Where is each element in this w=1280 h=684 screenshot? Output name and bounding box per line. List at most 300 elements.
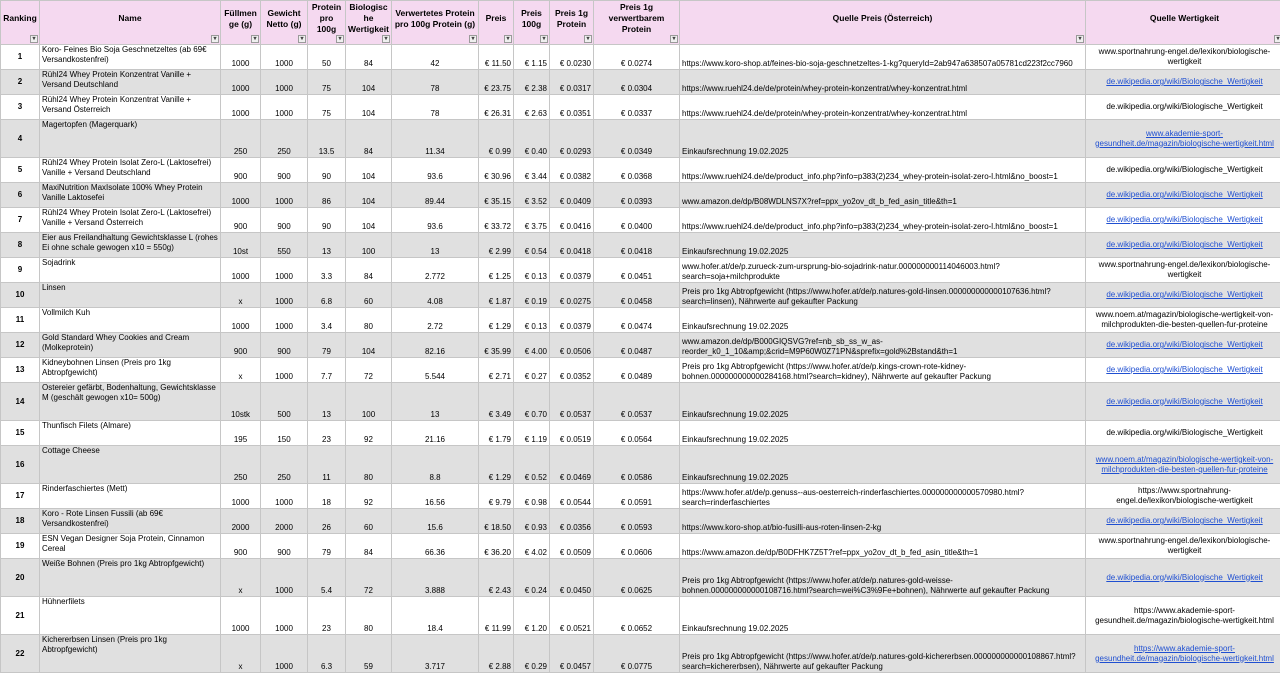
protein-cell: 13 xyxy=(308,383,346,421)
filter-dropdown-icon[interactable]: ▾ xyxy=(1274,35,1280,43)
name-cell: Gold Standard Whey Cookies and Cream (Molkeprotein) xyxy=(40,333,221,358)
preis-100g-cell: € 0.40 xyxy=(514,120,550,158)
preis-100g-cell: € 1.20 xyxy=(514,597,550,635)
table-body xyxy=(1,45,1280,673)
preis-1g-verwertbar-cell: € 0.0393 xyxy=(594,183,680,208)
ranking-cell: 16 xyxy=(1,446,40,484)
header-name[interactable] xyxy=(40,1,221,45)
quelle-wertigkeit-cell[interactable]: de.wikipedia.org/wiki/Biologische_Wertigkeit xyxy=(1086,509,1280,534)
fuellmenge-cell: 195 xyxy=(221,421,261,446)
gewicht-netto-cell: 1000 xyxy=(261,95,308,120)
header-quelle-wertigkeit[interactable] xyxy=(1086,1,1280,45)
fuellmenge-cell: 900 xyxy=(221,534,261,559)
preis-cell: € 18.50 xyxy=(479,509,514,534)
protein-cell: 90 xyxy=(308,158,346,183)
filter-dropdown-icon[interactable]: ▾ xyxy=(382,35,390,43)
name-cell: Sojadrink xyxy=(40,258,221,283)
preis-cell: € 11.99 xyxy=(479,597,514,635)
header-quelle-preis-label: Quelle Preis (Österreich) xyxy=(832,13,933,23)
header-quelle-wertigkeit-label: Quelle Wertigkeit xyxy=(1149,13,1220,23)
gewicht-netto-cell: 250 xyxy=(261,446,308,484)
filter-dropdown-icon[interactable]: ▾ xyxy=(469,35,477,43)
preis-1g-verwertbar-cell: € 0.0593 xyxy=(594,509,680,534)
preis-100g-cell: € 0.13 xyxy=(514,308,550,333)
quelle-wertigkeit-cell[interactable]: de.wikipedia.org/wiki/Biologische_Wertigkeit xyxy=(1086,208,1280,233)
preis-cell: € 9.79 xyxy=(479,484,514,509)
preis-1g-protein-cell: € 0.0379 xyxy=(550,258,594,283)
gewicht-netto-cell: 1000 xyxy=(261,45,308,70)
header-protein-100g[interactable] xyxy=(308,1,346,45)
header-fuellmenge[interactable] xyxy=(221,1,261,45)
preis-1g-verwertbar-cell: € 0.0625 xyxy=(594,559,680,597)
preis-1g-protein-cell: € 0.0509 xyxy=(550,534,594,559)
protein-cell: 75 xyxy=(308,70,346,95)
bio-wertigkeit-cell: 104 xyxy=(346,95,392,120)
bio-wertigkeit-cell: 59 xyxy=(346,635,392,673)
gewicht-netto-cell: 250 xyxy=(261,120,308,158)
quelle-wertigkeit-cell: https://www.akademie-sport-gesundheit.de/magazin/biologische-wertigkeit.html xyxy=(1086,597,1280,635)
verwertetes-protein-cell: 93.6 xyxy=(392,208,479,233)
preis-100g-cell: € 1.15 xyxy=(514,45,550,70)
gewicht-netto-cell: 1000 xyxy=(261,635,308,673)
filter-dropdown-icon[interactable]: ▾ xyxy=(540,35,548,43)
table-row xyxy=(1,208,1280,233)
preis-cell: € 26.31 xyxy=(479,95,514,120)
ranking-cell: 21 xyxy=(1,597,40,635)
ranking-cell: 7 xyxy=(1,208,40,233)
filter-dropdown-icon[interactable]: ▾ xyxy=(298,35,306,43)
preis-100g-cell: € 0.98 xyxy=(514,484,550,509)
ranking-cell: 4 xyxy=(1,120,40,158)
preis-1g-verwertbar-cell: € 0.0274 xyxy=(594,45,680,70)
name-cell: ESN Vegan Designer Soja Protein, Cinnamon Cereal xyxy=(40,534,221,559)
quelle-preis-cell: Einkaufsrechnung 19.02.2025 xyxy=(680,421,1086,446)
quelle-preis-cell: https://www.ruehl24.de/de/protein/whey-protein-konzentrat/whey-konzentrat.html xyxy=(680,70,1086,95)
quelle-preis-cell: Einkaufsrechnung 19.02.2025 xyxy=(680,383,1086,421)
ranking-cell: 13 xyxy=(1,358,40,383)
quelle-wertigkeit-cell[interactable]: de.wikipedia.org/wiki/Biologische_Wertigkeit xyxy=(1086,383,1280,421)
preis-100g-cell: € 3.52 xyxy=(514,183,550,208)
name-cell: Rühl24 Whey Protein Konzentrat Vanille + Versand Deutschland xyxy=(40,70,221,95)
ranking-cell: 17 xyxy=(1,484,40,509)
bio-wertigkeit-cell: 72 xyxy=(346,358,392,383)
filter-dropdown-icon[interactable]: ▾ xyxy=(30,35,38,43)
bio-wertigkeit-cell: 72 xyxy=(346,559,392,597)
preis-cell: € 2.71 xyxy=(479,358,514,383)
preis-1g-protein-cell: € 0.0416 xyxy=(550,208,594,233)
ranking-cell: 9 xyxy=(1,258,40,283)
quelle-preis-cell: https://www.ruehl24.de/de/product_info.php?info=p383(2)234_whey-protein-isolat-zero-l.html&no_boost=1 xyxy=(680,208,1086,233)
name-cell: Eier aus Freilandhaltung Gewichtsklasse L (rohes Ei ohne schale gewogen x10 = 550g) xyxy=(40,233,221,258)
header-verwertetes-protein[interactable] xyxy=(392,1,479,45)
preis-1g-verwertbar-cell: € 0.0564 xyxy=(594,421,680,446)
protein-cell: 13.5 xyxy=(308,120,346,158)
preis-100g-cell: € 3.44 xyxy=(514,158,550,183)
preis-cell: € 23.75 xyxy=(479,70,514,95)
ranking-cell: 19 xyxy=(1,534,40,559)
preis-100g-cell: € 0.19 xyxy=(514,283,550,308)
fuellmenge-cell: 1000 xyxy=(221,45,261,70)
preis-1g-verwertbar-cell: € 0.0606 xyxy=(594,534,680,559)
quelle-preis-cell: Einkaufsrechnung 19.02.2025 xyxy=(680,597,1086,635)
protein-cell: 6.3 xyxy=(308,635,346,673)
gewicht-netto-cell: 2000 xyxy=(261,509,308,534)
name-cell: MaxiNutrition MaxIsolate 100% Whey Protein Vanille Laktosefei xyxy=(40,183,221,208)
ranking-cell: 5 xyxy=(1,158,40,183)
preis-1g-protein-cell: € 0.0418 xyxy=(550,233,594,258)
quelle-wertigkeit-cell[interactable]: de.wikipedia.org/wiki/Biologische_Wertigkeit xyxy=(1086,283,1280,308)
preis-cell: € 2.43 xyxy=(479,559,514,597)
preis-1g-verwertbar-cell: € 0.0418 xyxy=(594,233,680,258)
gewicht-netto-cell: 150 xyxy=(261,421,308,446)
name-cell: Thunfisch Filets (Almare) xyxy=(40,421,221,446)
filter-dropdown-icon[interactable]: ▾ xyxy=(211,35,219,43)
table-row xyxy=(1,509,1280,534)
quelle-preis-cell: Preis pro 1kg Abtropfgewicht (https://www.hofer.at/de/p.kings-crown-rote-kidney-bohnen.000000000000284168.html?search=kidney), Nährwerte auf gekaufter Packung xyxy=(680,358,1086,383)
bio-wertigkeit-cell: 60 xyxy=(346,283,392,308)
preis-100g-cell: € 0.29 xyxy=(514,635,550,673)
gewicht-netto-cell: 1000 xyxy=(261,597,308,635)
table-row xyxy=(1,158,1280,183)
preis-cell: € 1.25 xyxy=(479,258,514,283)
quelle-wertigkeit-cell: www.sportnahrung-engel.de/lexikon/biologische-wertigkeit xyxy=(1086,258,1280,283)
protein-cell: 7.7 xyxy=(308,358,346,383)
ranking-cell: 14 xyxy=(1,383,40,421)
gewicht-netto-cell: 900 xyxy=(261,208,308,233)
verwertetes-protein-cell: 16.56 xyxy=(392,484,479,509)
protein-cell: 90 xyxy=(308,208,346,233)
preis-100g-cell: € 4.00 xyxy=(514,333,550,358)
protein-cell: 86 xyxy=(308,183,346,208)
preis-1g-verwertbar-cell: € 0.0349 xyxy=(594,120,680,158)
preis-1g-verwertbar-cell: € 0.0337 xyxy=(594,95,680,120)
fuellmenge-cell: 1000 xyxy=(221,70,261,95)
name-cell: Linsen xyxy=(40,283,221,308)
bio-wertigkeit-cell: 104 xyxy=(346,70,392,95)
table-row xyxy=(1,70,1280,95)
preis-100g-cell: € 1.19 xyxy=(514,421,550,446)
header-preis-label: Preis xyxy=(485,13,507,23)
quelle-wertigkeit-cell[interactable]: de.wikipedia.org/wiki/Biologische_Wertigkeit xyxy=(1086,358,1280,383)
name-cell: Koro- Feines Bio Soja Geschnetzeltes (ab 69€ Versandkostenfrei) xyxy=(40,45,221,70)
ranking-cell: 3 xyxy=(1,95,40,120)
verwertetes-protein-cell: 8.8 xyxy=(392,446,479,484)
verwertetes-protein-cell: 78 xyxy=(392,70,479,95)
table-row xyxy=(1,45,1280,70)
header-quelle-preis[interactable] xyxy=(680,1,1086,45)
preis-cell: € 36.20 xyxy=(479,534,514,559)
table-row xyxy=(1,308,1280,333)
name-cell: Rühl24 Whey Protein Isolat Zero-L (Laktosefrei) Vanille + Versand Österreich xyxy=(40,208,221,233)
quelle-wertigkeit-cell[interactable]: https://www.akademie-sport-gesundheit.de/magazin/biologische-wertigkeit.html xyxy=(1086,635,1280,673)
header-preis-1g-verwertbar[interactable] xyxy=(594,1,680,45)
ranking-cell: 18 xyxy=(1,509,40,534)
verwertetes-protein-cell: 3.888 xyxy=(392,559,479,597)
fuellmenge-cell: 250 xyxy=(221,446,261,484)
header-preis-100g-label: Preis 100g xyxy=(521,7,542,29)
filter-dropdown-icon[interactable]: ▾ xyxy=(584,35,592,43)
preis-1g-verwertbar-cell: € 0.0489 xyxy=(594,358,680,383)
quelle-wertigkeit-cell[interactable]: de.wikipedia.org/wiki/Biologische_Wertigkeit xyxy=(1086,183,1280,208)
table-row xyxy=(1,559,1280,597)
filter-dropdown-icon[interactable]: ▾ xyxy=(1076,35,1084,43)
verwertetes-protein-cell: 89.44 xyxy=(392,183,479,208)
header-gewicht-netto[interactable] xyxy=(261,1,308,45)
verwertetes-protein-cell: 2.72 xyxy=(392,308,479,333)
verwertetes-protein-cell: 4.08 xyxy=(392,283,479,308)
table-row xyxy=(1,358,1280,383)
verwertetes-protein-cell: 3.717 xyxy=(392,635,479,673)
preis-1g-verwertbar-cell: € 0.0474 xyxy=(594,308,680,333)
bio-wertigkeit-cell: 104 xyxy=(346,158,392,183)
quelle-preis-cell: https://www.koro-shop.at/bio-fusilli-aus-roten-linsen-2-kg xyxy=(680,509,1086,534)
verwertetes-protein-cell: 78 xyxy=(392,95,479,120)
verwertetes-protein-cell: 11.34 xyxy=(392,120,479,158)
quelle-preis-cell: Preis pro 1kg Abtropfgewicht (https://www.hofer.at/de/p.natures-gold-kichererbsen.000000000000108867.html?search=kichererbsen), Nährwerte auf gekaufter Packung xyxy=(680,635,1086,673)
header-fuellmenge-label: Füllmenge (g) xyxy=(224,7,257,29)
ranking-cell: 20 xyxy=(1,559,40,597)
filter-dropdown-icon[interactable]: ▾ xyxy=(504,35,512,43)
quelle-wertigkeit-cell: de.wikipedia.org/wiki/Biologische_Wertigkeit xyxy=(1086,158,1280,183)
protein-cell: 79 xyxy=(308,534,346,559)
quelle-wertigkeit-cell: www.noem.at/magazin/biologische-wertigkeit-von-milchprodukten-die-besten-quellen-fur-proteine xyxy=(1086,308,1280,333)
verwertetes-protein-cell: 66.36 xyxy=(392,534,479,559)
header-preis-100g[interactable] xyxy=(514,1,550,45)
preis-1g-verwertbar-cell: € 0.0487 xyxy=(594,333,680,358)
verwertetes-protein-cell: 13 xyxy=(392,233,479,258)
bio-wertigkeit-cell: 92 xyxy=(346,421,392,446)
preis-cell: € 35.15 xyxy=(479,183,514,208)
verwertetes-protein-cell: 93.6 xyxy=(392,158,479,183)
fuellmenge-cell: 900 xyxy=(221,208,261,233)
preis-100g-cell: € 0.54 xyxy=(514,233,550,258)
table-row xyxy=(1,446,1280,484)
quelle-preis-cell: Einkaufsrechnung 19.02.2025 xyxy=(680,233,1086,258)
preis-1g-protein-cell: € 0.0544 xyxy=(550,484,594,509)
preis-cell: € 1.79 xyxy=(479,421,514,446)
protein-cell: 23 xyxy=(308,597,346,635)
name-cell: Ostereier gefärbt, Bodenhaltung, Gewichtsklasse M (geschält gewogen x10= 500g) xyxy=(40,383,221,421)
header-gewicht-netto-label: Gewicht Netto (g) xyxy=(266,7,302,29)
filter-dropdown-icon[interactable]: ▾ xyxy=(670,35,678,43)
table-row xyxy=(1,597,1280,635)
filter-dropdown-icon[interactable]: ▾ xyxy=(251,35,259,43)
quelle-preis-cell: www.hofer.at/de/p.zurueck-zum-ursprung-bio-sojadrink-natur.000000000114046003.html?search=soja+milchprodukte xyxy=(680,258,1086,283)
verwertetes-protein-cell: 18.4 xyxy=(392,597,479,635)
quelle-wertigkeit-cell[interactable]: de.wikipedia.org/wiki/Biologische_Wertigkeit xyxy=(1086,70,1280,95)
quelle-wertigkeit-cell: de.wikipedia.org/wiki/Biologische_Wertigkeit xyxy=(1086,421,1280,446)
verwertetes-protein-cell: 5.544 xyxy=(392,358,479,383)
name-cell: Rinderfaschiertes (Mett) xyxy=(40,484,221,509)
ranking-cell: 15 xyxy=(1,421,40,446)
protein-cell: 13 xyxy=(308,233,346,258)
quelle-preis-cell: Einkaufsrechnung 19.02.2025 xyxy=(680,120,1086,158)
quelle-preis-cell: https://www.amazon.de/dp/B0DFHK7Z5T?ref=ppx_yo2ov_dt_b_fed_asin_title&th=1 xyxy=(680,534,1086,559)
quelle-preis-cell: Preis pro 1kg Abtropfgewicht (https://www.hofer.at/de/p.natures-gold-weisse-bohnen.000000000000108716.html?search=wei%C3%9Fe+bohnen), Nährwerte auf gekaufter Packung xyxy=(680,559,1086,597)
preis-cell: € 1.87 xyxy=(479,283,514,308)
bio-wertigkeit-cell: 84 xyxy=(346,45,392,70)
verwertetes-protein-cell: 82.16 xyxy=(392,333,479,358)
fuellmenge-cell: x xyxy=(221,559,261,597)
preis-1g-protein-cell: € 0.0275 xyxy=(550,283,594,308)
preis-1g-protein-cell: € 0.0469 xyxy=(550,446,594,484)
header-name-label: Name xyxy=(118,13,142,23)
gewicht-netto-cell: 1000 xyxy=(261,484,308,509)
quelle-wertigkeit-cell[interactable]: www.akademie-sport-gesundheit.de/magazin/biologische-wertigkeit.html xyxy=(1086,120,1280,158)
preis-cell: € 30.96 xyxy=(479,158,514,183)
protein-cell: 3.4 xyxy=(308,308,346,333)
name-cell: Hühnerfilets xyxy=(40,597,221,635)
name-cell: Kichererbsen Linsen (Preis pro 1kg Abtropfgewicht) xyxy=(40,635,221,673)
protein-cell: 26 xyxy=(308,509,346,534)
verwertetes-protein-cell: 15.6 xyxy=(392,509,479,534)
table-row xyxy=(1,421,1280,446)
quelle-wertigkeit-cell: https://www.sportnahrung-engel.de/lexikon/biologische-wertigkeit xyxy=(1086,484,1280,509)
preis-100g-cell: € 2.38 xyxy=(514,70,550,95)
preis-1g-verwertbar-cell: € 0.0586 xyxy=(594,446,680,484)
bio-wertigkeit-cell: 80 xyxy=(346,446,392,484)
header-preis-1g-verwertbar-label: Preis 1g verwertbarem Protein xyxy=(608,2,665,34)
preis-1g-verwertbar-cell: € 0.0652 xyxy=(594,597,680,635)
quelle-wertigkeit-cell[interactable]: de.wikipedia.org/wiki/Biologische_Wertigkeit xyxy=(1086,333,1280,358)
preis-100g-cell: € 0.13 xyxy=(514,258,550,283)
table-row xyxy=(1,283,1280,308)
ranking-cell: 12 xyxy=(1,333,40,358)
header-bio-wertigkeit-label: Biologische Wertigkeit xyxy=(348,2,389,34)
fuellmenge-cell: x xyxy=(221,283,261,308)
filter-dropdown-icon[interactable]: ▾ xyxy=(336,35,344,43)
preis-cell: € 2.88 xyxy=(479,635,514,673)
gewicht-netto-cell: 500 xyxy=(261,383,308,421)
preis-cell: € 0.99 xyxy=(479,120,514,158)
header-verwertetes-protein-label: Verwertetes Protein pro 100g Protein (g) xyxy=(394,7,476,29)
bio-wertigkeit-cell: 84 xyxy=(346,120,392,158)
preis-100g-cell: € 4.02 xyxy=(514,534,550,559)
gewicht-netto-cell: 550 xyxy=(261,233,308,258)
header-row xyxy=(1,1,1280,45)
protein-cell: 3.3 xyxy=(308,258,346,283)
gewicht-netto-cell: 900 xyxy=(261,534,308,559)
fuellmenge-cell: 1000 xyxy=(221,597,261,635)
quelle-wertigkeit-cell[interactable]: de.wikipedia.org/wiki/Biologische_Wertigkeit xyxy=(1086,559,1280,597)
preis-1g-verwertbar-cell: € 0.0304 xyxy=(594,70,680,95)
preis-1g-protein-cell: € 0.0317 xyxy=(550,70,594,95)
preis-1g-protein-cell: € 0.0450 xyxy=(550,559,594,597)
ranking-cell: 11 xyxy=(1,308,40,333)
quelle-wertigkeit-cell[interactable]: de.wikipedia.org/wiki/Biologische_Wertigkeit xyxy=(1086,233,1280,258)
preis-1g-protein-cell: € 0.0356 xyxy=(550,509,594,534)
bio-wertigkeit-cell: 100 xyxy=(346,233,392,258)
bio-wertigkeit-cell: 104 xyxy=(346,183,392,208)
header-preis-1g-protein[interactable] xyxy=(550,1,594,45)
fuellmenge-cell: 10stk xyxy=(221,383,261,421)
quelle-preis-cell: https://www.koro-shop.at/feines-bio-soja-geschnetzeltes-1-kg?queryId=2ab947a638507a05781cd223f2cc7960 xyxy=(680,45,1086,70)
fuellmenge-cell: 1000 xyxy=(221,258,261,283)
preis-1g-verwertbar-cell: € 0.0451 xyxy=(594,258,680,283)
preis-cell: € 2.99 xyxy=(479,233,514,258)
preis-100g-cell: € 0.70 xyxy=(514,383,550,421)
verwertetes-protein-cell: 2.772 xyxy=(392,258,479,283)
bio-wertigkeit-cell: 60 xyxy=(346,509,392,534)
preis-cell: € 35.99 xyxy=(479,333,514,358)
bio-wertigkeit-cell: 80 xyxy=(346,597,392,635)
quelle-wertigkeit-cell: www.sportnahrung-engel.de/lexikon/biologische-wertigkeit xyxy=(1086,45,1280,70)
preis-100g-cell: € 0.93 xyxy=(514,509,550,534)
preis-cell: € 1.29 xyxy=(479,308,514,333)
gewicht-netto-cell: 1000 xyxy=(261,559,308,597)
preis-1g-verwertbar-cell: € 0.0537 xyxy=(594,383,680,421)
protein-cell: 79 xyxy=(308,333,346,358)
name-cell: Kidneybohnen Linsen (Preis pro 1kg Abtropfgewicht) xyxy=(40,358,221,383)
fuellmenge-cell: 1000 xyxy=(221,484,261,509)
bio-wertigkeit-cell: 104 xyxy=(346,208,392,233)
preis-1g-protein-cell: € 0.0457 xyxy=(550,635,594,673)
name-cell: Rühl24 Whey Protein Konzentrat Vanille + Versand Österreich xyxy=(40,95,221,120)
preis-cell: € 1.29 xyxy=(479,446,514,484)
preis-100g-cell: € 3.75 xyxy=(514,208,550,233)
table-row xyxy=(1,233,1280,258)
bio-wertigkeit-cell: 80 xyxy=(346,308,392,333)
preis-100g-cell: € 0.24 xyxy=(514,559,550,597)
verwertetes-protein-cell: 21.16 xyxy=(392,421,479,446)
quelle-preis-cell: Preis pro 1kg Abtropfgewicht (https://www.hofer.at/de/p.natures-gold-linsen.000000000000107636.html?search=linsen), Nährwerte auf gekaufter Packung xyxy=(680,283,1086,308)
preis-1g-protein-cell: € 0.0293 xyxy=(550,120,594,158)
name-cell: Magertopfen (Magerquark) xyxy=(40,120,221,158)
preis-1g-verwertbar-cell: € 0.0400 xyxy=(594,208,680,233)
preis-1g-protein-cell: € 0.0521 xyxy=(550,597,594,635)
name-cell: Weiße Bohnen (Preis pro 1kg Abtropfgewicht) xyxy=(40,559,221,597)
gewicht-netto-cell: 1000 xyxy=(261,183,308,208)
table-row xyxy=(1,484,1280,509)
quelle-wertigkeit-cell[interactable]: www.noem.at/magazin/biologische-wertigkeit-von-milchprodukten-die-besten-quellen-fur-proteine xyxy=(1086,446,1280,484)
preis-100g-cell: € 0.52 xyxy=(514,446,550,484)
protein-cell: 23 xyxy=(308,421,346,446)
protein-cell: 5.4 xyxy=(308,559,346,597)
preis-1g-protein-cell: € 0.0351 xyxy=(550,95,594,120)
header-ranking[interactable] xyxy=(1,1,40,45)
quelle-wertigkeit-cell: de.wikipedia.org/wiki/Biologische_Wertigkeit xyxy=(1086,95,1280,120)
quelle-preis-cell: Einkaufsrechnung 19.02.2025 xyxy=(680,446,1086,484)
name-cell: Cottage Cheese xyxy=(40,446,221,484)
preis-1g-protein-cell: € 0.0352 xyxy=(550,358,594,383)
fuellmenge-cell: 10st xyxy=(221,233,261,258)
table-row xyxy=(1,534,1280,559)
bio-wertigkeit-cell: 84 xyxy=(346,258,392,283)
protein-cell: 6.8 xyxy=(308,283,346,308)
preis-1g-protein-cell: € 0.0519 xyxy=(550,421,594,446)
header-preis[interactable] xyxy=(479,1,514,45)
preis-1g-verwertbar-cell: € 0.0591 xyxy=(594,484,680,509)
fuellmenge-cell: 1000 xyxy=(221,183,261,208)
ranking-cell: 1 xyxy=(1,45,40,70)
header-bio-wertigkeit[interactable] xyxy=(346,1,392,45)
preis-1g-protein-cell: € 0.0230 xyxy=(550,45,594,70)
fuellmenge-cell: 2000 xyxy=(221,509,261,534)
fuellmenge-cell: x xyxy=(221,358,261,383)
preis-1g-protein-cell: € 0.0409 xyxy=(550,183,594,208)
name-cell: Rühl24 Whey Protein Isolat Zero-L (Laktosefrei) Vanille + Versand Deutschland xyxy=(40,158,221,183)
quelle-preis-cell: https://www.ruehl24.de/de/protein/whey-protein-konzentrat/whey-konzentrat.html xyxy=(680,95,1086,120)
verwertetes-protein-cell: 13 xyxy=(392,383,479,421)
fuellmenge-cell: x xyxy=(221,635,261,673)
name-cell: Koro - Rote Linsen Fussili (ab 69€ Versandkostenfrei) xyxy=(40,509,221,534)
table-row xyxy=(1,258,1280,283)
quelle-wertigkeit-cell: www.sportnahrung-engel.de/lexikon/biologische-wertigkeit xyxy=(1086,534,1280,559)
table-row xyxy=(1,120,1280,158)
ranking-cell: 6 xyxy=(1,183,40,208)
protein-cell: 75 xyxy=(308,95,346,120)
quelle-preis-cell: https://www.hofer.at/de/p.genuss--aus-oesterreich-rinderfaschiertes.000000000000570980.html?search=rinderfaschiertes xyxy=(680,484,1086,509)
